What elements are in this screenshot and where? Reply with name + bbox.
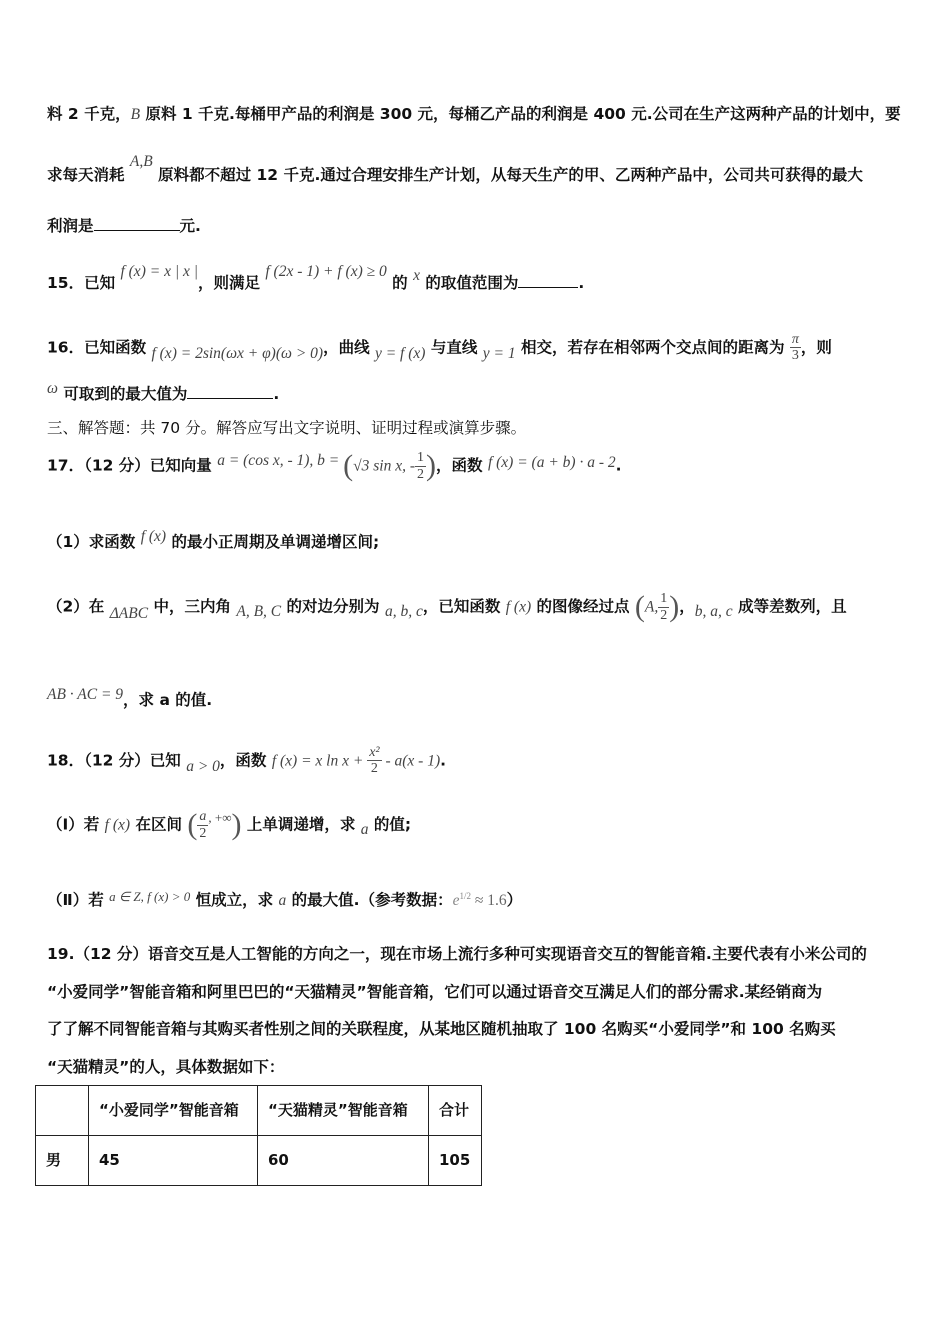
answer-blank bbox=[518, 273, 578, 288]
section-3-header: 三、解答题：共 70 分。解答应写出文字说明、证明过程或演算步骤。 bbox=[47, 419, 527, 437]
table-header-cell: “天猫精灵”智能音箱 bbox=[258, 1086, 429, 1136]
problem-15: 15．已知 f (x) = x | x |，则满足 f (2x - 1) + f (x) ≥ 0 的 x 的取值范围为 . bbox=[47, 263, 585, 292]
fraction-x-squared-over-2: $\frac{\text{x²}}{2}$ bbox=[369, 745, 380, 777]
table-cell: 男 bbox=[36, 1136, 89, 1186]
problem-16: 16．已知函数 f (x) = 2sin(ωx + φ)(ω > 0)，曲线 y = f (x) 与直线 y = 1 相交，若存在相邻两个交点间的距离为 $\frac{\pi}{3}$ ，则 bbox=[47, 332, 832, 364]
fraction-point: $\frac{1}{2}$ bbox=[660, 591, 668, 623]
p14-line-2: 求每天消耗 A,B 原料都不超过 12 千克.通过合理安排生产计划，从每天生产的甲、乙两种产品中，公司共可获得的最大 bbox=[47, 153, 863, 184]
problem-19-line-4: “天猫精灵”的人，具体数据如下： bbox=[47, 1058, 285, 1076]
problem-16-line-2: ω 可取到的最大值为 . bbox=[47, 380, 280, 403]
table-header-cell bbox=[36, 1086, 89, 1136]
problem-18-part-2: （Ⅱ）若 $^{a \in Z, f (x) > 0}$ 恒成立，求 a 的最大值.（参考数据：$e^{1/2} \approx 1.6$） bbox=[47, 889, 523, 909]
answer-blank bbox=[94, 216, 180, 231]
table-cell: 105 bbox=[429, 1136, 482, 1186]
fraction-a-over-2: $\frac{a}{2}$ bbox=[199, 809, 207, 841]
table-cell: 60 bbox=[258, 1136, 429, 1186]
table-row bbox=[36, 1136, 482, 1186]
p14-line-1: 料 2 千克，B 原料 1 千克.每桶甲产品的利润是 300 元，每桶乙产品的利润是 400 元.公司在生产这两种产品的计划中，要 bbox=[47, 105, 901, 123]
problem-19-line-1: 19.（12 分）语音交互是人工智能的方向之一，现在市场上流行多种可实现语音交互的智能音箱.主要代表有小米公司的 bbox=[47, 945, 867, 963]
problem-17-part-2-line-2: AB · AC = 9，求 a 的值. bbox=[47, 686, 213, 709]
fraction-one-half: $\frac{1}{2}$ bbox=[417, 450, 425, 482]
fraction-pi-over-3: $\frac{\pi}{3}$ bbox=[791, 332, 799, 364]
table-header-row bbox=[36, 1086, 482, 1136]
table-cell: 45 bbox=[89, 1136, 258, 1186]
problem-17: 17．（12 分）已知向量 a = (cos x, - 1), b = (√3 sin x, - $\frac{1}{2}$ )，函数 f (x) = (a + b) · a - 2. bbox=[47, 449, 622, 482]
problem-19-line-2: “小爱同学”智能音箱和阿里巴巴的“天猫精灵”智能音箱，它们可以通过语音交互满足人们的部分需求.某经销商为 bbox=[47, 983, 823, 1001]
answer-blank bbox=[187, 384, 273, 399]
table-header-cell: “小爱同学”智能音箱 bbox=[89, 1086, 258, 1136]
problem-17-part-2: （2）在 ΔABC 中，三内角 A, B, C 的对边分别为 a, b, c，已知函数 f (x) 的图像经过点 (A, $\frac{1}{2}$ )，b, a, c 成等差数列，且 bbox=[47, 590, 847, 623]
data-table bbox=[35, 1085, 482, 1186]
problem-17-part-1: （1）求函数 f (x) 的最小正周期及单调递增区间; bbox=[47, 528, 380, 551]
p14-line-3: 利润是 元. bbox=[47, 217, 201, 235]
table-header-cell: 合计 bbox=[429, 1086, 482, 1136]
problem-18-part-1: （Ⅰ）若 f (x) 在区间 ( $\frac{a}{2}$ , +∞) 上单调递增，求 a 的值; bbox=[47, 808, 412, 841]
problem-19-line-3: 了了解不同智能音箱与其购买者性别之间的关联程度，从某地区随机抽取了 100 名购买“小爱同学”和 100 名购买 bbox=[47, 1020, 836, 1038]
problem-18: 18．（12 分）已知 a > 0，函数 f (x) = x ln x + $\frac{\text{x²}}{2}$ - a(x - 1). bbox=[47, 745, 447, 777]
